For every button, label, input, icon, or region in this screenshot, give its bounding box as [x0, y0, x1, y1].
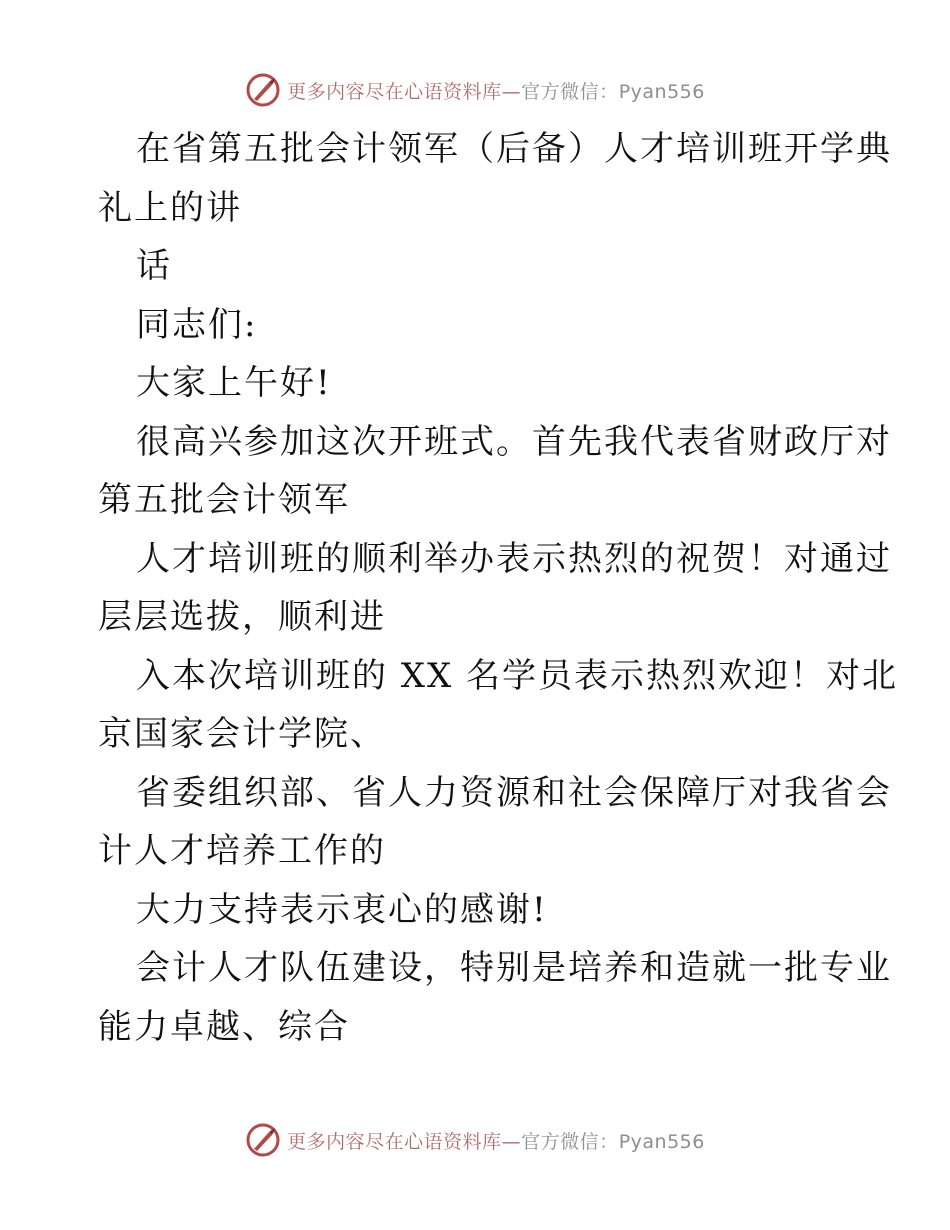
title-line-3: 话 — [136, 246, 172, 286]
banner-text — [287, 1127, 705, 1154]
banner-site-name: 更多内容尽在心语资料库 — [287, 1130, 502, 1153]
banner-site-name: 更多内容尽在心语资料库 — [287, 80, 502, 103]
paragraph-line: 人才培训班的顺利举办表示热烈的祝贺！对通过 — [136, 538, 892, 579]
quill-logo-icon — [245, 1122, 281, 1158]
document-body — [98, 120, 899, 1056]
footer-watermark-banner — [0, 1120, 950, 1160]
title-line-2: 礼上的讲 — [98, 187, 242, 228]
paragraph-line: 第五批会计领军 — [98, 480, 350, 520]
banner-wechat-label: 官方微信： — [521, 80, 619, 103]
paragraph-line: 能力卓越、综合 — [98, 1006, 350, 1047]
quill-logo-icon — [245, 72, 281, 108]
banner-separator: — — [501, 80, 522, 103]
header-watermark-banner — [0, 70, 950, 110]
paragraph-line: 层层选拔，顺利进 — [98, 597, 386, 637]
greeting: 大家上午好! — [136, 363, 332, 403]
title-line-1: 在省第五批会计领军（后备）人才培训班开学典 — [136, 129, 892, 169]
salutation: 同志们: — [136, 304, 258, 345]
banner-wechat-id: Pyan556 — [618, 1130, 705, 1153]
banner-separator: — — [501, 1130, 522, 1153]
banner-wechat-label: 官方微信： — [521, 1130, 619, 1153]
paragraph-line: 大力支持表示衷心的感谢! — [136, 889, 548, 930]
paragraph-line: 计人才培养工作的 — [98, 831, 386, 871]
banner-wechat-id: Pyan556 — [618, 80, 705, 103]
paragraph-line: 入本次培训班的 XX 名学员表示热烈欢迎！对北 — [136, 655, 899, 696]
banner-text — [287, 77, 705, 104]
paragraph-line: 很高兴参加这次开班式。首先我代表省财政厅对 — [136, 421, 892, 462]
paragraph-line: 省委组织部、省人力资源和社会保障厅对我省会 — [136, 772, 892, 813]
paragraph-line: 会计人才队伍建设，特别是培养和造就一批专业 — [136, 948, 892, 988]
paragraph-line: 京国家会计学院、 — [98, 714, 386, 754]
